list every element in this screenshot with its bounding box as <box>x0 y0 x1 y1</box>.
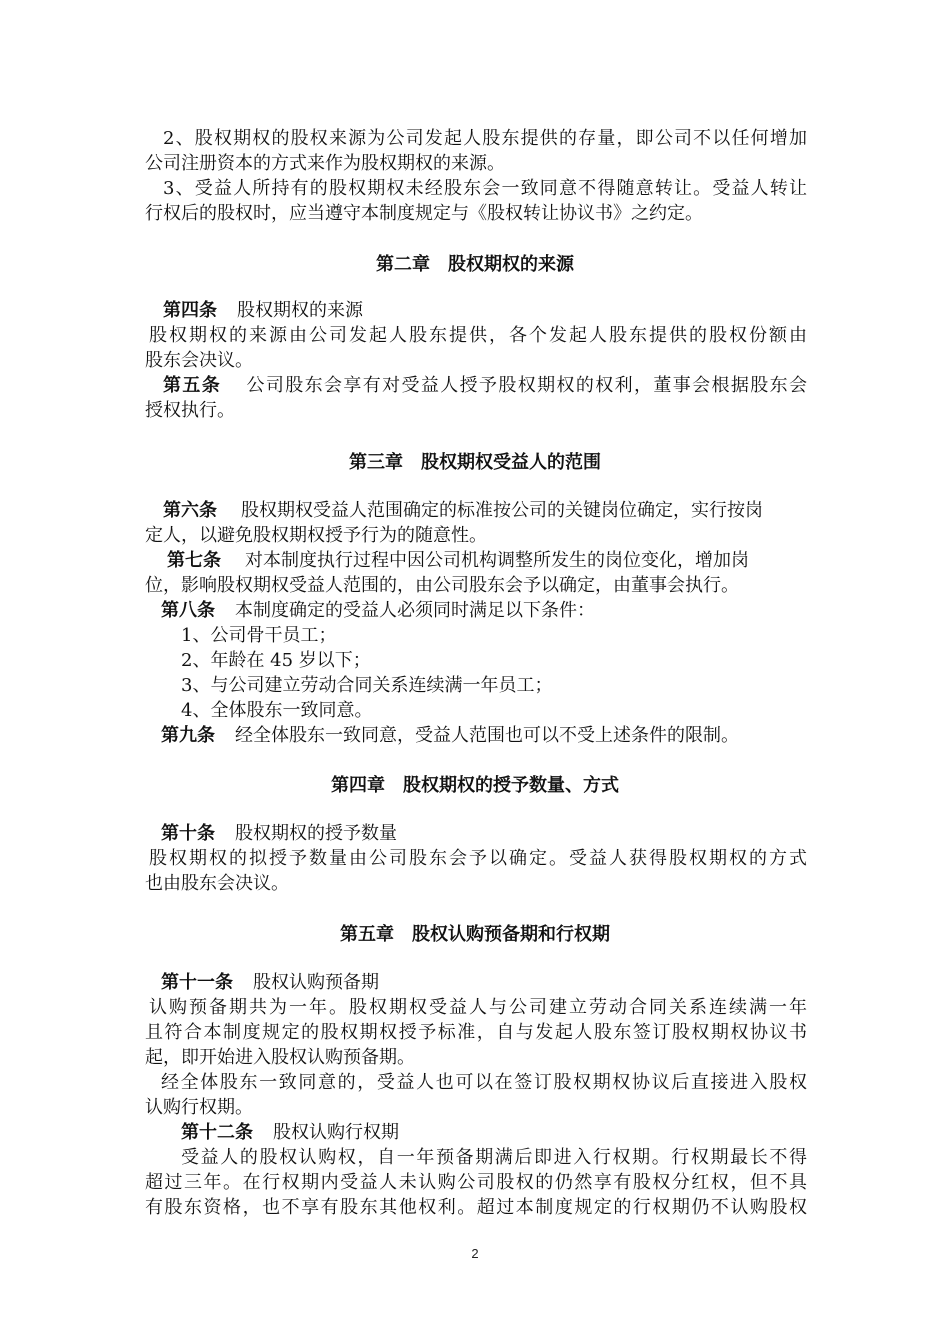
paragraph-line: 公司注册资本的方式来作为股权期权的来源。 <box>145 153 505 174</box>
article-label: 第六条 <box>163 500 217 521</box>
paragraph-line: 股权期权的来源由公司发起人股东提供，各个发起人股东提供的股权份额由 <box>149 325 807 346</box>
paragraph-line: 位，影响股权期权受益人范围的，由公司股东会予以确定，由董事会执行。 <box>145 575 739 596</box>
article-9-line <box>145 723 807 748</box>
article-text: 股权期权受益人范围确定的标准按公司的关键岗位确定，实行按岗 <box>241 500 763 521</box>
paragraph-line: 3、受益人所持有的股权期权未经股东会一致同意不得随意转让。受益人转让 <box>163 178 807 199</box>
paragraph-line: 受益人的股权认购权，自一年预备期满后即进入行权期。行权期最长不得 <box>181 1147 807 1168</box>
chapter-heading: 第二章 股权期权的来源 <box>376 254 574 275</box>
article-title: 股权认购行权期 <box>273 1122 399 1143</box>
paragraph-line: 认购行权期。 <box>145 1097 253 1118</box>
paragraph-line: 行权后的股权时，应当遵守本制度规定与《股权转让协议书》之约定。 <box>145 203 703 224</box>
paragraph-line: 且符合本制度规定的股权期权授予标准，自与发起人股东签订股权期权协议书 <box>145 1022 807 1043</box>
article-label: 第四条 <box>163 300 217 321</box>
chapter-3-body <box>145 498 807 748</box>
chapter-2-body <box>145 298 807 423</box>
chapter-4-body <box>145 821 807 896</box>
article-text: 对本制度执行过程中因公司机构调整所发生的岗位变化，增加岗 <box>245 550 749 571</box>
condition-item: 4、全体股东一致同意。 <box>181 700 373 721</box>
paragraph-line: 有股东资格，也不享有股东其他权利。超过本制度规定的行权期仍不认购股权 <box>145 1197 807 1218</box>
chapter-heading: 第四章 股权期权的授予数量、方式 <box>331 775 619 796</box>
article-label: 第五条 <box>163 375 222 396</box>
article-label: 第十一条 <box>161 972 233 993</box>
article-text: 公司股东会享有对受益人授予股权期权的权利，董事会根据股东会 <box>245 375 807 396</box>
article-title: 股权期权的来源 <box>237 300 363 321</box>
chapter-heading: 第三章 股权期权受益人的范围 <box>349 452 601 473</box>
article-10-title-line <box>145 821 807 846</box>
article-label: 第八条 <box>161 600 215 621</box>
article-label: 第十条 <box>161 823 215 844</box>
chapter-5-body <box>145 970 807 1220</box>
chapter-heading: 第五章 股权认购预备期和行权期 <box>340 924 610 945</box>
paragraph-line: 定人，以避免股权期权授予行为的随意性。 <box>145 525 487 546</box>
article-4-title-line <box>145 298 807 323</box>
paragraph-line: 授权执行。 <box>145 400 235 421</box>
paragraph-line: 超过三年。在行权期内受益人未认购公司股权的仍然享有股权分红权，但不具 <box>145 1172 807 1193</box>
condition-item: 1、公司骨干员工； <box>181 625 337 646</box>
paragraph-line: 认购预备期共为一年。股权期权受益人与公司建立劳动合同关系连续满一年 <box>149 997 807 1018</box>
article-7-line <box>145 548 807 573</box>
article-8-line <box>145 598 807 623</box>
paragraph-line: 经全体股东一致同意的，受益人也可以在签订股权期权协议后直接进入股权 <box>161 1072 807 1093</box>
article-label: 第七条 <box>167 550 221 571</box>
article-5-line <box>145 373 807 398</box>
article-label: 第十二条 <box>181 1122 253 1143</box>
page-number: 2 <box>471 1246 479 1261</box>
condition-item: 3、与公司建立劳动合同关系连续满一年员工； <box>181 675 553 696</box>
paragraph-line: 2、股权期权的股权来源为公司发起人股东提供的存量，即公司不以任何增加 <box>163 128 807 149</box>
paragraph-line: 股权期权的拟授予数量由公司股东会予以确定。受益人获得股权期权的方式 <box>149 848 807 869</box>
paragraph-line: 股东会决议。 <box>145 350 253 371</box>
paragraph-line: 也由股东会决议。 <box>145 873 289 894</box>
article-text: 本制度确定的受益人必须同时满足以下条件： <box>235 600 595 621</box>
article-text: 经全体股东一致同意，受益人范围也可以不受上述条件的限制。 <box>235 725 739 746</box>
article-6-line <box>145 498 807 523</box>
article-12-title-line <box>145 1120 807 1145</box>
article-title: 股权认购预备期 <box>253 972 379 993</box>
intro-section <box>145 126 807 226</box>
condition-item: 2、年龄在 45 岁以下； <box>181 650 371 671</box>
article-label: 第九条 <box>161 725 215 746</box>
article-title: 股权期权的授予数量 <box>235 823 397 844</box>
article-11-title-line <box>145 970 807 995</box>
paragraph-line: 起，即开始进入股权认购预备期。 <box>145 1047 415 1068</box>
